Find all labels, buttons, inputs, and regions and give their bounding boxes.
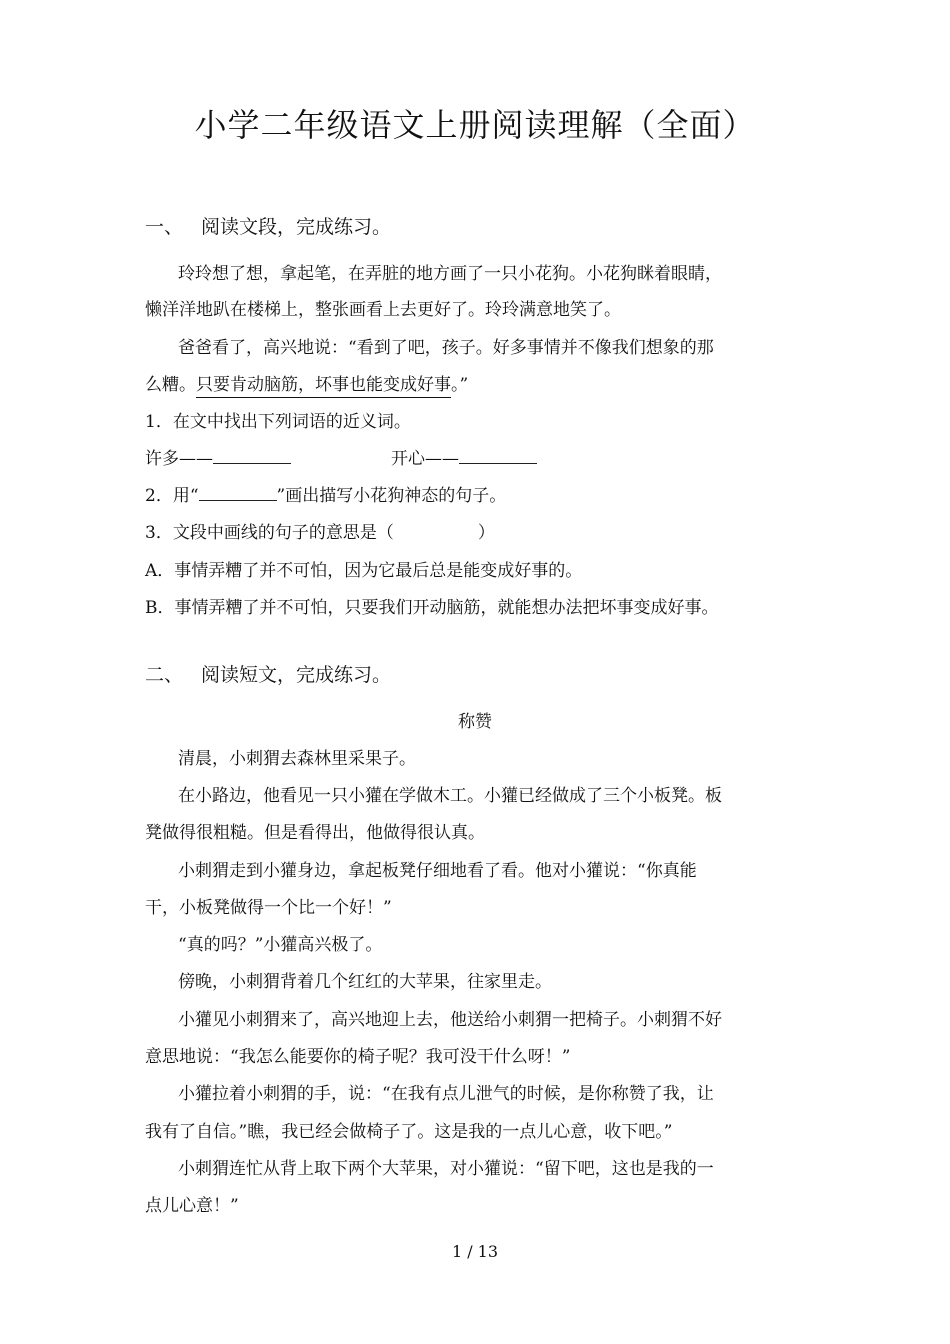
story-line: 小獾见小刺猬来了，高兴地迎上去，他送给小刺猬一把椅子。小刺猬不好 [178, 1010, 722, 1030]
passage-1-line: 爸爸看了，高兴地说：“看到了吧，孩子。好多事情并不像我们想象的那 [178, 338, 714, 358]
story-line: 傍晚，小刺猬背着几个红红的大苹果，往家里走。 [178, 972, 552, 992]
option-a: A．事情弄糟了并不可怕，因为它最后总是能变成好事的。 [145, 561, 583, 581]
story-line: “真的吗？”小獾高兴极了。 [178, 935, 383, 955]
underlined-sentence: 只要肯动脑筋，坏事也能变成好事 [196, 375, 451, 398]
story-line: 小獾拉着小刺猬的手，说：“在我有点儿泄气的时候，是你称赞了我，让 [178, 1084, 714, 1104]
question-3 [145, 518, 805, 543]
question-1-answers [145, 444, 805, 469]
option-b: B．事情弄糟了并不可怕，只要我们开动脑筋，就能想办法把坏事变成好事。 [145, 598, 719, 618]
question-3-text: 3．文段中画线的句子的意思是（ [145, 523, 394, 543]
story-line: 小刺猬连忙从背上取下两个大苹果，对小獾说：“留下吧，这也是我的一 [178, 1159, 714, 1179]
question-3-close-paren: ） [477, 523, 495, 543]
story-line: 清晨，小刺猬去森林里采果子。 [178, 749, 416, 769]
question-2-text-post: ”画出描写小花狗神态的句子。 [276, 486, 507, 506]
answer-blank-a[interactable] [213, 449, 291, 464]
passage-text: 么糟。 [145, 375, 196, 395]
underline-mark-sample [199, 486, 277, 501]
question-1: 1．在文中找出下列词语的近义词。 [145, 412, 411, 432]
page-indicator: 1 / 13 [451, 1242, 499, 1261]
story-line: 干，小板凳做得一个比一个好！” [145, 898, 392, 918]
synonym-word-a: 许多—— [145, 449, 213, 469]
section-2-title: 阅读短文，完成练习。 [201, 664, 392, 686]
story-line: 在小路边，他看见一只小獾在学做木工。小獾已经做成了三个小板凳。板 [178, 786, 722, 806]
section-1-heading [145, 212, 805, 239]
passage-1-line: 玲玲想了想，拿起笔，在弄脏的地方画了一只小花狗。小花狗眯着眼睛， [178, 264, 722, 284]
document-title: 小学二年级语文上册阅读理解（全面） [194, 106, 756, 144]
story-line: 凳做得很粗糙。但是看得出，他做得很认真。 [145, 823, 485, 843]
question-2-text-pre: 2．用“ [145, 486, 199, 506]
story-title: 称赞 [458, 712, 492, 732]
story-line: 我有了自信。”瞧，我已经会做椅子了。这是我的一点儿心意，收下吧。” [145, 1122, 673, 1142]
passage-1-line: 懒洋洋地趴在楼梯上，整张画看上去更好了。玲玲满意地笑了。 [145, 300, 621, 320]
question-2 [145, 481, 805, 506]
section-1-title: 阅读文段，完成练习。 [201, 216, 392, 238]
story-line: 意思地说：“我怎么能要你的椅子呢？我可没干什么呀！” [145, 1047, 571, 1067]
story-line: 点儿心意！” [145, 1196, 239, 1216]
answer-blank-b[interactable] [459, 449, 537, 464]
section-1-number: 一、 [145, 216, 184, 238]
section-2-number: 二、 [145, 664, 184, 686]
section-2-heading [145, 660, 805, 687]
passage-text: 。” [451, 375, 469, 395]
passage-1-line [145, 370, 805, 395]
story-line: 小刺猬走到小獾身边，拿起板凳仔细地看了看。他对小獾说：“你真能 [178, 861, 697, 881]
synonym-word-b: 开心—— [391, 449, 459, 469]
